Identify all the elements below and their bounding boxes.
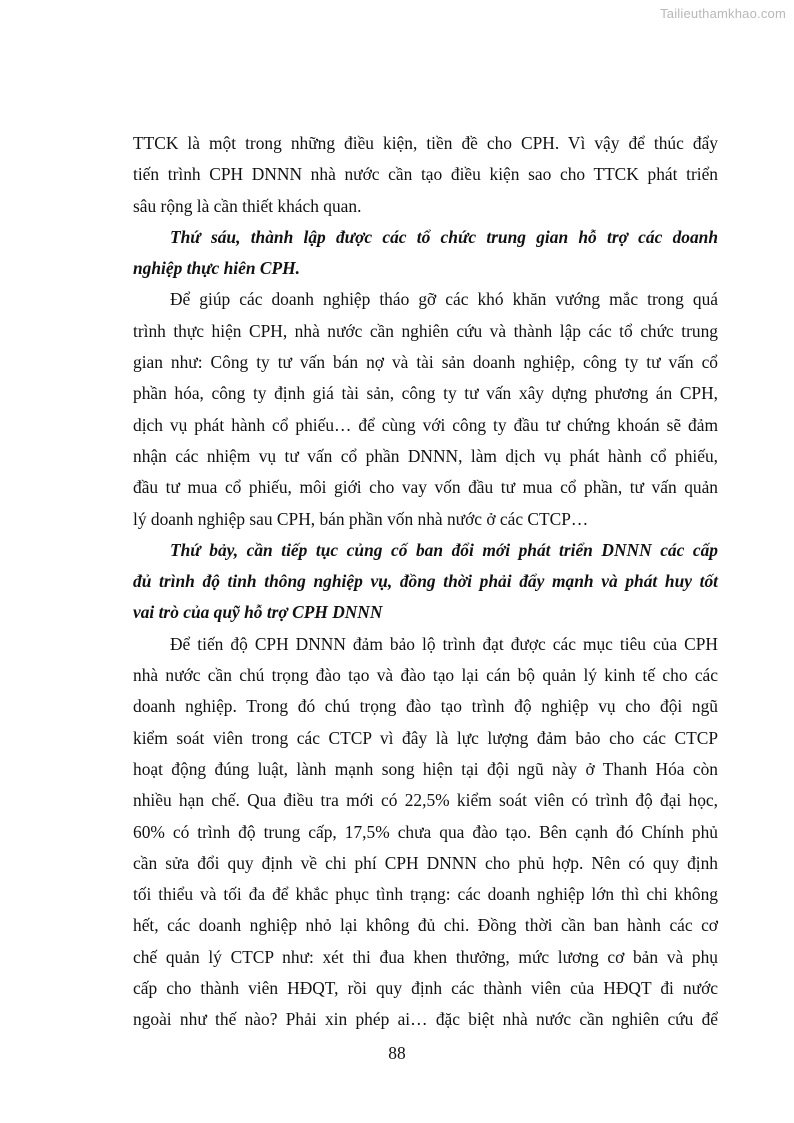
paragraph-training: [133, 629, 718, 1036]
text-line: hết, các doanh nghiệp nhỏ lại không đủ chi. Đồng thời cần ban hành các cơ: [133, 915, 718, 936]
text-line: gian như: Công ty tư vấn bán nợ và tài sản doanh nghiệp, công ty tư vấn cổ: [133, 352, 718, 373]
text-line: TTCK là một trong những điều kiện, tiền đề cho CPH. Vì vậy để thúc đẩy: [133, 133, 718, 153]
text-line: kiểm soát viên trong các CTCP vì đây là lực lượng đảm bảo cho các CTCP: [133, 727, 718, 748]
text-line: 60% có trình độ trung cấp, 17,5% chưa qua đào tạo. Bên cạnh đó Chính phủ: [133, 821, 718, 842]
text-line: lý doanh nghiệp sau CPH, bán phần vốn nhà nước ở các CTCP…: [133, 508, 589, 529]
text-line: sâu rộng là cần thiết khách quan.: [133, 195, 362, 216]
heading-line: Thứ sáu, thành lập được các tổ chức trung gian hỗ trợ các doanh: [170, 226, 718, 247]
text-line: ngoài như thế nào? Phải xin phép ai… đặc biệt nhà nước cần nghiên cứu để: [133, 1009, 718, 1030]
text-line: Để giúp các doanh nghiệp tháo gỡ các khó khăn vướng mắc trong quá: [170, 289, 718, 310]
document-body: [133, 128, 718, 1036]
heading-line: vai trò của quỹ hỗ trợ CPH DNNN: [133, 602, 383, 623]
section-heading-thu-bay: [133, 535, 718, 629]
text-line: nhận các nhiệm vụ tư vấn cổ phần DNNN, làm dịch vụ phát hành cổ phiếu,: [133, 445, 718, 466]
text-line: trình thực hiện CPH, nhà nước cần nghiên cứu và thành lập các tổ chức trung: [133, 320, 718, 341]
text-line: cần sửa đổi quy định về chi phí CPH DNNN cho phủ hợp. Nên có quy định: [133, 852, 718, 873]
text-line: Để tiến độ CPH DNNN đảm bảo lộ trình đạt được các mục tiêu của CPH: [170, 633, 718, 654]
section-heading-thu-sau: [133, 222, 718, 285]
text-line: tối thiểu và tối đa để khắc phục tình trạng: các doanh nghiệp lớn thì chi không: [133, 884, 718, 905]
text-line: tiến trình CPH DNNN nhà nước cần tạo điều kiện sao cho TTCK phát triển: [133, 164, 718, 185]
heading-line: đủ trình độ tinh thông nghiệp vụ, đồng thời phải đẩy mạnh và phát huy tốt: [133, 571, 718, 592]
paragraph-intermediaries: [133, 284, 718, 534]
text-line: cấp cho thành viên HĐQT, rồi quy định các thành viên của HĐQT đi nước: [133, 978, 718, 999]
text-line: nhà nước cần chú trọng đào tạo và đào tạo lại cán bộ quản lý kinh tế cho các: [133, 665, 718, 686]
text-line: hoạt động đúng luật, lành mạnh song hiện tại đội ngũ này ở Thanh Hóa còn: [133, 758, 718, 779]
text-line: phần hóa, công ty định giá tài sản, công ty tư vấn xây dựng phương án CPH,: [133, 383, 718, 404]
heading-line: nghiệp thực hiên CPH.: [133, 258, 300, 279]
heading-line: Thứ bảy, cần tiếp tục củng cố ban đổi mới phát triển DNNN các cấp: [170, 539, 718, 560]
text-line: doanh nghiệp. Trong đó chú trọng đào tạo trình độ nghiệp vụ cho đội ngũ: [133, 696, 718, 717]
page-number: 88: [388, 1043, 406, 1063]
text-line: dịch vụ phát hành cổ phiếu… để cùng với công ty đầu tư chứng khoán sẽ đảm: [133, 414, 718, 435]
paragraph-continuation: [133, 128, 718, 222]
text-line: chế quản lý CTCP như: xét thi đua khen thưởng, mức lương cơ bản và phụ: [133, 946, 718, 967]
watermark: Tailieuthamkhao.com: [660, 6, 786, 21]
text-line: đầu tư mua cổ phiếu, môi giới cho vay vốn đầu tư mua cổ phần, tư vấn quản: [133, 477, 718, 498]
text-line: nhiều hạn chế. Qua điều tra mới có 22,5% kiểm soát viên có trình độ đại học,: [133, 790, 718, 811]
